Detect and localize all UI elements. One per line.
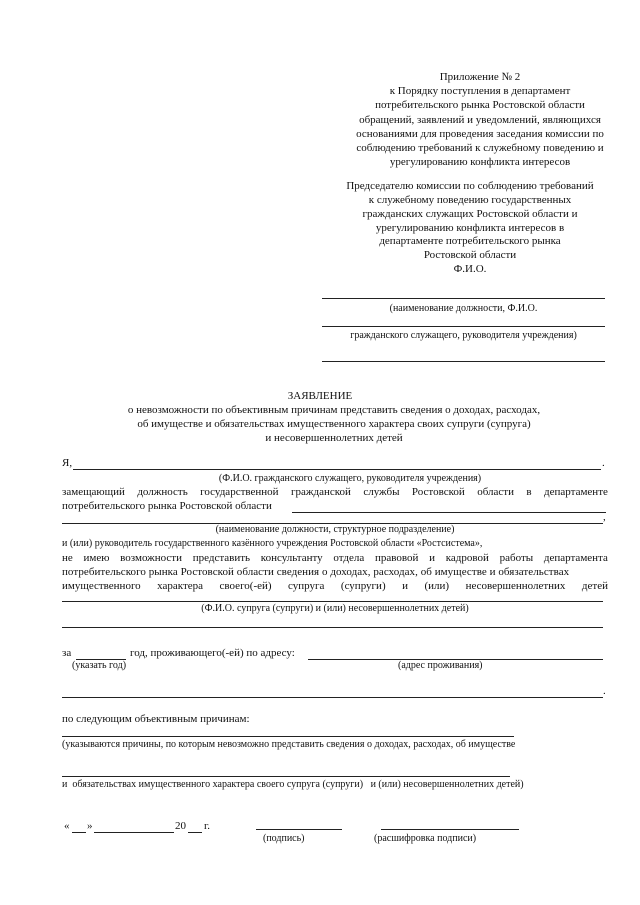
date-close-quote: »	[87, 820, 93, 832]
position-comma: ,	[603, 511, 606, 523]
not-line-1	[62, 553, 608, 564]
hint-address: (адрес проживания)	[398, 660, 483, 671]
signature-line[interactable]	[256, 829, 342, 830]
word: в	[526, 486, 532, 498]
word: детей	[581, 580, 608, 592]
document-subtitle: об имуществе и обязательствах имущественного характера своих супруги (супруга)	[137, 418, 531, 430]
not-line-3	[62, 581, 608, 592]
hint-reasons-1: (указываются причины, по которым невозможно представить сведения о доходах, расходах, об имуществе	[62, 739, 516, 750]
reasons-input-line-2[interactable]	[62, 776, 510, 777]
word: консультанту	[260, 552, 323, 564]
fio-input-line[interactable]	[73, 469, 601, 470]
word: имею	[83, 552, 110, 564]
date-month-line[interactable]	[94, 832, 174, 833]
from-line-2[interactable]	[322, 326, 605, 327]
word: работы	[499, 552, 534, 564]
from-hint-1: (наименование должности, Ф.И.О.	[389, 303, 538, 314]
word: замещающий	[62, 486, 125, 498]
hint-fio: (Ф.И.О. гражданского служащего, руководителя учреждения)	[218, 473, 482, 484]
hint-signature: (подпись)	[263, 833, 305, 844]
not-line-2: потребительского рынка Ростовской области сведения о доходах, расходах, об имуществе и обязательствах	[62, 566, 570, 578]
position-input-line[interactable]	[292, 512, 606, 513]
word: (супруги)	[340, 580, 386, 592]
word: Ростовской	[411, 486, 465, 498]
word: гражданской	[290, 486, 351, 498]
spouse-input-line[interactable]	[62, 601, 603, 602]
word: возможности	[120, 552, 183, 564]
word: своего(-ей)	[219, 580, 272, 592]
date-year-prefix: 20	[175, 820, 186, 832]
word: и	[402, 580, 408, 592]
date-year-line[interactable]	[188, 832, 202, 833]
from-line-1[interactable]	[322, 298, 605, 299]
word: (или)	[424, 580, 450, 592]
addressee-line: к служебному поведению государственных	[368, 194, 572, 206]
address-end: .	[603, 685, 606, 697]
appendix-line: урегулированию конфликта интересов	[389, 156, 571, 168]
word: отдела	[333, 552, 365, 564]
word: должность	[137, 486, 188, 498]
word: кадровой	[445, 552, 489, 564]
appendix-line: потребительского рынка Ростовской области	[375, 99, 585, 111]
addressee-line: гражданских служащих Ростовской области и	[362, 208, 578, 220]
hint-position: (наименование должности, структурное подразделение)	[215, 524, 455, 535]
word: департамента	[543, 552, 608, 564]
word: не	[62, 552, 73, 564]
from-hint-2: гражданского служащего, руководителя учреждения)	[350, 330, 577, 341]
date-day-line[interactable]	[72, 832, 86, 833]
year-text: год, проживающего(-ей) по адресу:	[130, 647, 295, 659]
position-line-1	[62, 487, 608, 498]
document-heading: ЗАЯВЛЕНИЕ	[287, 390, 353, 402]
hint-spouse: (Ф.И.О. супруга (супруги) и (или) несовершеннолетних детей)	[201, 603, 469, 614]
position-line-2: потребительского рынка Ростовской области	[62, 500, 272, 512]
document-subtitle: и несовершеннолетних детей	[265, 432, 403, 444]
word: области	[477, 486, 514, 498]
word: имущественного	[62, 580, 141, 592]
ya-end: .	[602, 457, 605, 469]
spouse-input-line-2[interactable]	[62, 627, 603, 628]
leader-line: и (или) руководитель государственного казённого учреждения Ростовской области «Ростсистема»,	[62, 538, 483, 549]
hint-reasons-2: и обязательствах имущественного характера своего супруга (супруги) и (или) несовершеннолетних детей)	[62, 779, 524, 790]
from-line-3[interactable]	[322, 361, 605, 362]
addressee-line: Ростовской области	[423, 249, 517, 261]
word: представить	[192, 552, 251, 564]
addressee-line: урегулированию конфликта интересов в	[375, 222, 565, 234]
word: и	[429, 552, 436, 564]
appendix-title: Приложение № 2	[439, 71, 521, 83]
ya-label: Я,	[62, 457, 73, 469]
hint-decryption: (расшифровка подписи)	[374, 833, 477, 844]
date-open-quote: «	[64, 820, 70, 832]
address-input-line-2[interactable]	[62, 697, 603, 698]
appendix-line: основаниями для проведения заседания комиссии по	[356, 128, 604, 140]
word: правовой	[375, 552, 419, 564]
reasons-label: по следующим объективным причинам:	[62, 713, 250, 725]
date-year-suffix: г.	[204, 820, 211, 832]
addressee-line: Председателю комиссии по соблюдению требований	[346, 180, 594, 192]
word: департаменте	[544, 486, 608, 498]
word: службы	[363, 486, 400, 498]
appendix-line: обращений, заявлений и уведомлений, являющихся	[359, 114, 601, 126]
word: несовершеннолетних	[465, 580, 566, 592]
word: супруга	[288, 580, 325, 592]
addressee-name: Ф.И.О.	[453, 263, 487, 275]
reasons-input-line-1[interactable]	[62, 736, 514, 737]
za-label: за	[62, 647, 72, 659]
document-subtitle: о невозможности по объективным причинам представить сведения о доходах, расходах,	[127, 404, 541, 416]
word: государственной	[200, 486, 279, 498]
appendix-line: соблюдению требований к служебному поведению и	[356, 142, 604, 154]
decryption-line[interactable]	[381, 829, 519, 830]
word: характера	[157, 580, 204, 592]
addressee-line: департаменте потребительского рынка	[379, 235, 561, 247]
hint-year: (указать год)	[72, 660, 127, 671]
appendix-line: к Порядку поступления в департамент	[389, 85, 571, 97]
